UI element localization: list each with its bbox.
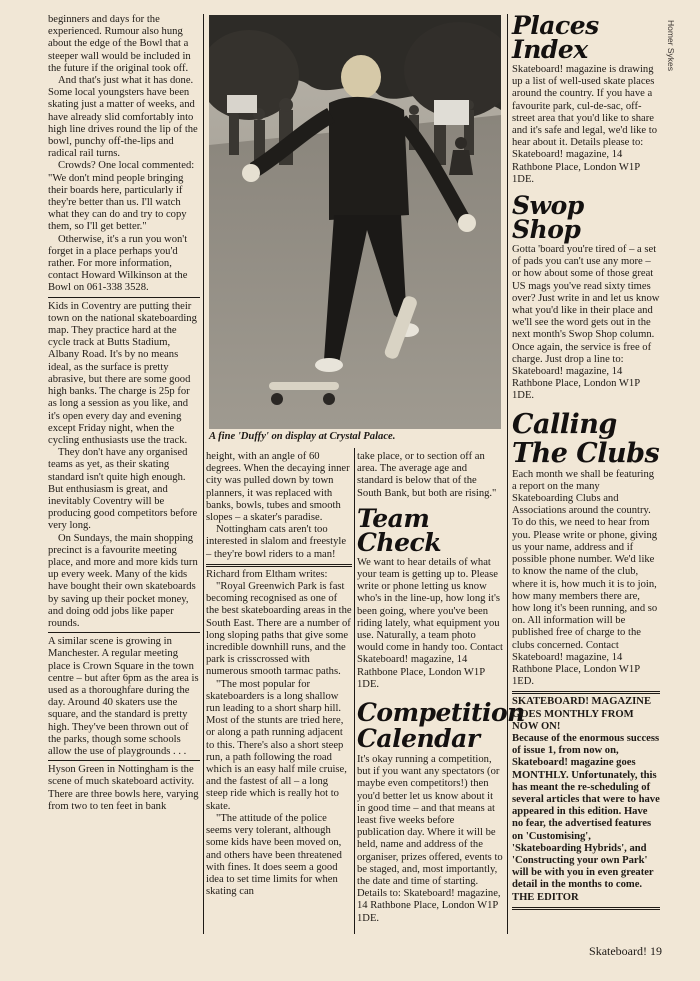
skater-photo-illustration xyxy=(209,15,501,429)
column-2b xyxy=(357,451,525,925)
calling-the-clubs-heading-line1: Calling xyxy=(512,408,617,440)
paragraph: On Sundays, the main shopping precinct is a favourite meeting place, and more and more kids turn up every week. Many of the kids have bought their own skateboards by saving up their pocket money, and doing odd jobs like paper rounds. xyxy=(48,532,198,629)
team-check-heading: Team Check xyxy=(357,503,442,557)
notice-heading: SKATEBOARD! MAGAZINE GOES MONTHLY FROM NOW ON! xyxy=(512,696,652,732)
column-rule xyxy=(203,14,204,934)
paragraph: "The most popular for skateboarders is a long shallow run leading to a short sharp hill. Most of the stunts are tried here, or along a path running adjacent to this. There's also a short steep run, a path following the road which is an easy half mile cruise, and the fastest of all – a long steep ride which is really hot to skate. xyxy=(206,678,347,812)
paragraph: They don't have any organised teams as yet, as their skating standard isn't quite high enough. But enthusiasm is great, and inevitably Coventry will be producing good competitors before very long. xyxy=(48,447,198,532)
paragraph: Hyson Green in Nottingham is the scene of much skateboard activity. There are three bowls here, varying from two to ten feet in bank xyxy=(48,764,199,812)
section-rule xyxy=(512,907,660,910)
section-rule xyxy=(48,297,200,298)
column-rule xyxy=(354,448,355,934)
paragraph: "The attitude of the police seems very tolerant, although some kids have been moved on, and others have been threatened with fines. It does seem a good idea to set time limits for when skating can xyxy=(206,812,342,898)
notice-signature: THE EDITOR xyxy=(512,891,579,903)
paragraph: Skateboard! magazine is drawing up a list of well-used skate places around the country. If you have a favourite park, cul-de-sac, off-street area that you'd like to share and it's safe and legal, we'd like to hear about it. Details please to: Skateboard! magazine, 14 Rathbone Place, London W1P 1DE. xyxy=(512,64,658,185)
column-3 xyxy=(512,11,660,912)
paragraph: Otherwise, it's a run you won't forget in a place perhaps you'd rather. For more information, contact Howard Wilkinson at the Bowl on 061-338 3528. xyxy=(48,233,188,294)
paragraph: Each month we shall be featuring a report on the many Skateboarding Clubs and Associations around the country. To do this, we need to hear from you. Please write or phone, giving us your name, address and if possible phone number. We'd like to know the name of the club, where it is, how much it is to join, how many members there are, how long it's been running, and so on. All information will be published free of charge to the clubs concerned. Contact Skateboard! magazine, 14 Rathbone Place, London W1P 1ED. xyxy=(512,468,658,688)
paragraph: We want to hear details of what your team is getting up to. Please write or phone letting us know who's in the line-up, how long it's been going, where you've been riding lately, what equipment you use. Naturally, a team photo would come in handy too. Contact Skateboard! magazine, 14 Rathbone Place, London W1P 1DE. xyxy=(357,556,503,690)
notice-body: Because of the enormous success of issue 1, from now on, Skateboard! magazine goes MONTHLY. Unfortunately, this has meant the re-scheduling of several articles that were to have appeared in this edition. Have no fear, the advertised features on 'Customising', 'Skateboarding Hybrids', and 'Constructing your own Park' will be with you in even greater detail in the months to come. xyxy=(512,732,660,891)
paragraph: "Royal Greenwich Park is fast becoming recognised as one of the best skateboarding areas in the South East. There are a number of long sloping paths that give some incredible downhill runs, and the park is crisscrossed with numerous smooth tarmac paths. xyxy=(206,581,352,678)
paragraph: Nottingham cats aren't too interested in slalom and freestyle – they're bowl riders to a man! xyxy=(206,524,347,560)
places-index-heading: Places Index xyxy=(512,11,599,64)
paragraph: It's okay running a competition, but if you want any spectators (or maybe even competitors!) then you'd better let us know about it in good time – and that means at least five weeks before publication day. Where it will be held, name and address of the organiser, prizes offered, events to be staged, and, most importantly, the date and time of starting. Details to: Skateboard! magazine, 14 Rathbone Place, London W1P 1DE. xyxy=(357,754,503,924)
paragraph: take place, or to section off an area. The average age and standard is below that of the South Bank, but both are rising." xyxy=(357,451,497,499)
section-rule xyxy=(48,760,200,761)
section-rule xyxy=(512,691,660,694)
competition-calendar-heading: Competition Calendar xyxy=(357,698,525,754)
paragraph: Kids in Coventry are putting their town on the national skateboarding map. They practice hard at the cycle track at Butts Stadium, Albany Road. It's by no means ideal, as the surface is pretty abrasive, but there are some good high banks. The charge is 25p for as long a session as you like, and it's open every day and evening except Friday night, when the cycling enthusiasts use the track. xyxy=(48,300,197,446)
column-rule xyxy=(507,14,508,934)
paragraph: Gotta 'board you're tired of – a set of pads you can't use any more – or how about some of those great US mags you've read sixty times over? Just write in and let us know what you'd like in their place and we'll see the word gets out in the next month's Swop Shop column. Once again, the service is free of charge. Just drop a line to: Skateboard! magazine, 14 Rathbone Place, London W1P 1DE. xyxy=(512,244,660,402)
paragraph: And that's just what it has done. Some local youngsters have been skating just a matter of weeks, and have already slid comfortably into high line drives round the lip of the bowl, punchy off-the-lips and radical rail turns. xyxy=(48,75,198,160)
paragraph: Richard from Eltham writes: xyxy=(206,568,328,580)
section-rule xyxy=(48,632,200,633)
column-2a xyxy=(206,451,352,898)
paragraph: Crowds? One local commented: "We don't mind people bringing their boards here, particularly if they're better than us. I'll watch what they can do and try to copy them, so I'll get better." xyxy=(48,160,195,233)
calling-the-clubs-heading-line2: The Clubs xyxy=(512,437,660,469)
monthly-notice xyxy=(512,696,660,903)
paragraph: A similar scene is growing in Manchester. A regular meeting place is Crown Square in the town centre – but after 6pm as the area is used as a thoroughfare during the day. Around 40 skaters use the square, and the standard is pretty high. They've been thrown out of the parks, though some schools allow the use of playgrounds . . . xyxy=(48,636,199,757)
photo-caption: A fine 'Duffy' on display at Crystal Palace. xyxy=(209,431,396,442)
paragraph: beginners and days for the experienced. Rumour also hung about the edge of the Bowl that a steeper wall would be included in the future if the original took off. xyxy=(48,14,191,74)
skater-photo xyxy=(209,15,501,429)
column-1 xyxy=(48,14,200,813)
section-rule xyxy=(206,564,352,567)
photo-credit: Homer Sykes xyxy=(666,20,676,72)
page-footer: Skateboard! 19 xyxy=(589,944,662,958)
paragraph: height, with an angle of 60 degrees. When the decaying inner city was pulled down by town planners, it was replaced with banks, bowls, tubes and smooth slopes – a skater's paradise. xyxy=(206,451,350,524)
swop-shop-heading: Swop Shop xyxy=(512,191,584,245)
